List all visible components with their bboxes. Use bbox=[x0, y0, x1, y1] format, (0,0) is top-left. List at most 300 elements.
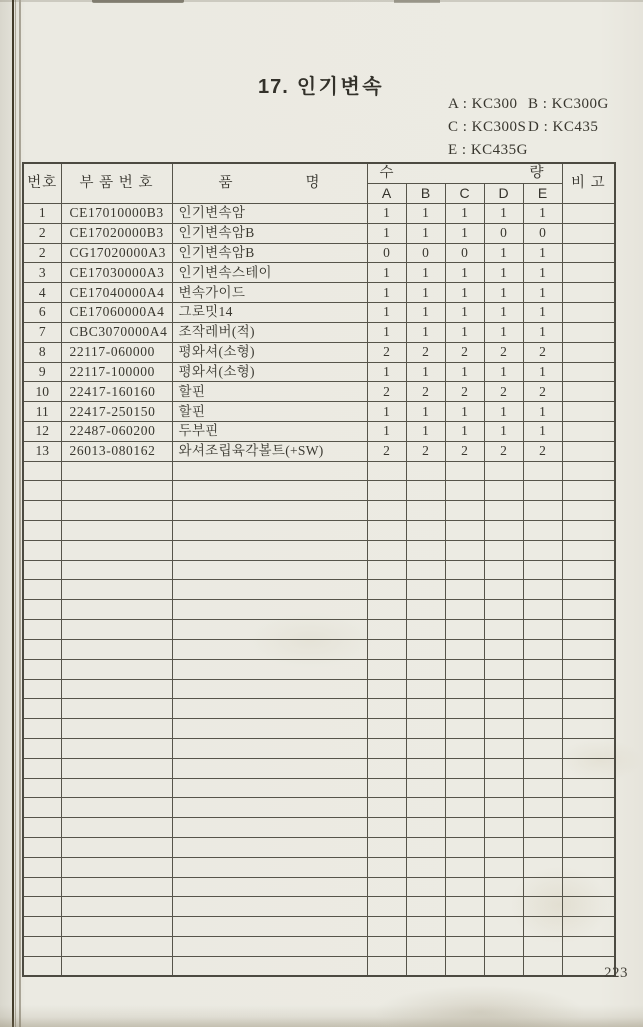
cell-qty-b bbox=[406, 679, 445, 699]
table-row bbox=[23, 243, 615, 263]
cell-qty-e bbox=[523, 580, 562, 600]
scan-smudge bbox=[394, 0, 440, 3]
cell-remarks bbox=[562, 580, 615, 600]
cell-part-number bbox=[61, 877, 172, 897]
cell-qty-e bbox=[523, 738, 562, 758]
cell-qty-d bbox=[484, 857, 523, 877]
cell-qty-a bbox=[367, 679, 406, 699]
cell-part-name bbox=[172, 798, 367, 818]
cell-no bbox=[23, 679, 61, 699]
cell-qty-c: 2 bbox=[445, 382, 484, 402]
cell-qty-c: 1 bbox=[445, 283, 484, 303]
header-qty-right: 량 bbox=[529, 165, 544, 181]
section-title-text: 인기변속 bbox=[296, 76, 385, 98]
cell-part-name bbox=[172, 639, 367, 659]
cell-qty-d bbox=[484, 560, 523, 580]
cell-qty-e bbox=[523, 838, 562, 858]
cell-qty-c: 1 bbox=[445, 402, 484, 422]
cell-part-number bbox=[61, 956, 172, 976]
cell-part-number bbox=[61, 818, 172, 838]
header-qty-b: B bbox=[406, 184, 445, 204]
cell-part-name bbox=[172, 659, 367, 679]
cell-qty-a bbox=[367, 560, 406, 580]
cell-qty-d bbox=[484, 778, 523, 798]
cell-part-name bbox=[172, 778, 367, 798]
cell-no bbox=[23, 758, 61, 778]
cell-part-name: 할핀 bbox=[172, 382, 367, 402]
cell-remarks bbox=[562, 877, 615, 897]
cell-remarks bbox=[562, 937, 615, 957]
cell-remarks bbox=[562, 481, 615, 501]
cell-qty-e: 2 bbox=[523, 382, 562, 402]
cell-qty-d bbox=[484, 719, 523, 739]
cell-qty-a bbox=[367, 937, 406, 957]
cell-no bbox=[23, 956, 61, 976]
cell-no bbox=[23, 560, 61, 580]
cell-qty-c: 2 bbox=[445, 441, 484, 461]
cell-part-name bbox=[172, 521, 367, 541]
cell-no bbox=[23, 600, 61, 620]
cell-qty-b bbox=[406, 699, 445, 719]
cell-part-number bbox=[61, 639, 172, 659]
empty-row bbox=[23, 857, 615, 877]
empty-row bbox=[23, 877, 615, 897]
cell-qty-e bbox=[523, 956, 562, 976]
cell-qty-d: 1 bbox=[484, 322, 523, 342]
cell-qty-e bbox=[523, 620, 562, 640]
cell-qty-a bbox=[367, 719, 406, 739]
cell-qty-a bbox=[367, 897, 406, 917]
cell-part-name: 그로밋14 bbox=[172, 303, 367, 323]
cell-qty-c bbox=[445, 857, 484, 877]
cell-no bbox=[23, 857, 61, 877]
cell-remarks bbox=[562, 719, 615, 739]
cell-part-name: 인기변속암B bbox=[172, 243, 367, 263]
cell-qty-b bbox=[406, 481, 445, 501]
legend-item-e: E : KC435G bbox=[448, 142, 528, 158]
header-qty-a: A bbox=[367, 184, 406, 204]
cell-qty-c bbox=[445, 778, 484, 798]
empty-row bbox=[23, 838, 615, 858]
section-title bbox=[258, 70, 384, 99]
cell-qty-b: 2 bbox=[406, 382, 445, 402]
cell-qty-a: 1 bbox=[367, 402, 406, 422]
table-row bbox=[23, 263, 615, 283]
cell-no bbox=[23, 481, 61, 501]
cell-qty-c bbox=[445, 818, 484, 838]
table-row bbox=[23, 402, 615, 422]
cell-qty-b: 1 bbox=[406, 421, 445, 441]
cell-no: 12 bbox=[23, 421, 61, 441]
cell-remarks bbox=[562, 738, 615, 758]
cell-part-name: 조작레버(적) bbox=[172, 322, 367, 342]
cell-qty-a: 1 bbox=[367, 283, 406, 303]
cell-remarks bbox=[562, 600, 615, 620]
cell-no: 10 bbox=[23, 382, 61, 402]
cell-qty-e: 1 bbox=[523, 283, 562, 303]
cell-qty-d bbox=[484, 521, 523, 541]
cell-part-name bbox=[172, 540, 367, 560]
cell-qty-d: 2 bbox=[484, 441, 523, 461]
cell-qty-d bbox=[484, 956, 523, 976]
cell-qty-e: 1 bbox=[523, 322, 562, 342]
header-name-left: 품 bbox=[218, 175, 234, 191]
cell-qty-b bbox=[406, 600, 445, 620]
cell-no: 2 bbox=[23, 243, 61, 263]
cell-qty-a bbox=[367, 521, 406, 541]
cell-part-number: CG17020000A3 bbox=[61, 243, 172, 263]
cell-part-number: CE17020000B3 bbox=[61, 223, 172, 243]
cell-qty-d bbox=[484, 897, 523, 917]
cell-part-name bbox=[172, 699, 367, 719]
cell-no bbox=[23, 738, 61, 758]
empty-row bbox=[23, 738, 615, 758]
empty-row bbox=[23, 521, 615, 541]
cell-qty-c bbox=[445, 659, 484, 679]
cell-part-name bbox=[172, 560, 367, 580]
header-part-number: 부 품 번 호 bbox=[61, 163, 172, 204]
cell-part-name bbox=[172, 580, 367, 600]
cell-qty-c bbox=[445, 738, 484, 758]
legend-item-a: A : KC300 bbox=[448, 96, 518, 112]
cell-qty-c bbox=[445, 521, 484, 541]
cell-qty-c bbox=[445, 461, 484, 481]
cell-qty-d bbox=[484, 798, 523, 818]
cell-qty-b bbox=[406, 877, 445, 897]
cell-qty-e: 1 bbox=[523, 402, 562, 422]
cell-qty-a: 1 bbox=[367, 204, 406, 224]
cell-no bbox=[23, 818, 61, 838]
cell-part-number bbox=[61, 659, 172, 679]
legend-row bbox=[448, 139, 609, 162]
cell-qty-d bbox=[484, 481, 523, 501]
empty-row bbox=[23, 956, 615, 976]
legend-item-d: D : KC435 bbox=[528, 119, 599, 135]
cell-qty-e bbox=[523, 659, 562, 679]
cell-qty-c bbox=[445, 956, 484, 976]
cell-qty-d bbox=[484, 600, 523, 620]
cell-qty-a: 1 bbox=[367, 223, 406, 243]
cell-qty-b bbox=[406, 738, 445, 758]
cell-part-name bbox=[172, 897, 367, 917]
cell-qty-c bbox=[445, 501, 484, 521]
cell-qty-d: 1 bbox=[484, 204, 523, 224]
cell-remarks bbox=[562, 362, 615, 382]
empty-row bbox=[23, 659, 615, 679]
cell-no bbox=[23, 540, 61, 560]
cell-part-name bbox=[172, 758, 367, 778]
cell-qty-d bbox=[484, 917, 523, 937]
cell-qty-c bbox=[445, 600, 484, 620]
cell-no: 4 bbox=[23, 283, 61, 303]
cell-no bbox=[23, 877, 61, 897]
empty-row bbox=[23, 540, 615, 560]
cell-qty-a bbox=[367, 838, 406, 858]
cell-qty-c bbox=[445, 540, 484, 560]
cell-qty-b bbox=[406, 778, 445, 798]
cell-remarks bbox=[562, 857, 615, 877]
cell-remarks bbox=[562, 659, 615, 679]
cell-part-name: 할핀 bbox=[172, 402, 367, 422]
cell-qty-a: 0 bbox=[367, 243, 406, 263]
cell-qty-c: 1 bbox=[445, 303, 484, 323]
empty-row bbox=[23, 699, 615, 719]
cell-qty-e bbox=[523, 758, 562, 778]
empty-row bbox=[23, 818, 615, 838]
cell-part-number bbox=[61, 719, 172, 739]
cell-qty-e: 2 bbox=[523, 441, 562, 461]
cell-qty-b bbox=[406, 838, 445, 858]
cell-qty-b: 1 bbox=[406, 303, 445, 323]
cell-part-name: 인기변속암 bbox=[172, 204, 367, 224]
cell-qty-a: 1 bbox=[367, 263, 406, 283]
table-row bbox=[23, 382, 615, 402]
cell-remarks bbox=[562, 560, 615, 580]
cell-part-name bbox=[172, 857, 367, 877]
cell-qty-d: 1 bbox=[484, 263, 523, 283]
cell-qty-d: 0 bbox=[484, 223, 523, 243]
cell-qty-b: 1 bbox=[406, 322, 445, 342]
header-no: 번호 bbox=[23, 163, 61, 204]
binding-edge-line bbox=[15, 0, 16, 1027]
cell-part-number bbox=[61, 679, 172, 699]
cell-qty-c bbox=[445, 917, 484, 937]
cell-qty-a bbox=[367, 580, 406, 600]
cell-part-name bbox=[172, 501, 367, 521]
cell-qty-d bbox=[484, 838, 523, 858]
cell-qty-c bbox=[445, 639, 484, 659]
cell-qty-a bbox=[367, 956, 406, 976]
empty-row bbox=[23, 679, 615, 699]
cell-qty-a bbox=[367, 540, 406, 560]
cell-qty-e: 1 bbox=[523, 243, 562, 263]
cell-qty-d: 2 bbox=[484, 342, 523, 362]
cell-qty-a bbox=[367, 600, 406, 620]
cell-part-number bbox=[61, 838, 172, 858]
cell-remarks bbox=[562, 461, 615, 481]
cell-no bbox=[23, 461, 61, 481]
cell-qty-a bbox=[367, 778, 406, 798]
empty-row bbox=[23, 897, 615, 917]
table-row bbox=[23, 421, 615, 441]
header-qty-d: D bbox=[484, 184, 523, 204]
cell-qty-e bbox=[523, 461, 562, 481]
cell-remarks bbox=[562, 540, 615, 560]
header-row-1 bbox=[23, 163, 615, 184]
cell-part-name: 평와셔(소형) bbox=[172, 342, 367, 362]
cell-qty-a bbox=[367, 699, 406, 719]
cell-part-number bbox=[61, 897, 172, 917]
cell-qty-c: 1 bbox=[445, 322, 484, 342]
cell-qty-e bbox=[523, 501, 562, 521]
cell-qty-d bbox=[484, 758, 523, 778]
cell-part-name bbox=[172, 838, 367, 858]
cell-qty-e bbox=[523, 481, 562, 501]
cell-remarks bbox=[562, 382, 615, 402]
table-row bbox=[23, 204, 615, 224]
empty-row bbox=[23, 758, 615, 778]
cell-qty-d bbox=[484, 738, 523, 758]
cell-remarks bbox=[562, 243, 615, 263]
cell-qty-a bbox=[367, 917, 406, 937]
cell-qty-c: 0 bbox=[445, 243, 484, 263]
cell-part-number bbox=[61, 521, 172, 541]
cell-part-number bbox=[61, 620, 172, 640]
cell-part-number bbox=[61, 580, 172, 600]
cell-qty-d bbox=[484, 540, 523, 560]
cell-qty-b: 1 bbox=[406, 204, 445, 224]
cell-remarks bbox=[562, 501, 615, 521]
cell-qty-b: 1 bbox=[406, 402, 445, 422]
cell-qty-d bbox=[484, 639, 523, 659]
cell-qty-b bbox=[406, 461, 445, 481]
cell-no bbox=[23, 521, 61, 541]
header-remarks: 비 고 bbox=[562, 163, 615, 204]
cell-qty-c bbox=[445, 481, 484, 501]
cell-part-number: CE17060000A4 bbox=[61, 303, 172, 323]
cell-no: 3 bbox=[23, 263, 61, 283]
cell-part-name bbox=[172, 956, 367, 976]
cell-qty-c: 1 bbox=[445, 223, 484, 243]
cell-qty-c bbox=[445, 877, 484, 897]
cell-no bbox=[23, 798, 61, 818]
cell-part-name: 인기변속스테이 bbox=[172, 263, 367, 283]
cell-part-number: 22487-060200 bbox=[61, 421, 172, 441]
header-qty-e: E bbox=[523, 184, 562, 204]
empty-row bbox=[23, 580, 615, 600]
binding-edge-line bbox=[19, 0, 21, 1027]
cell-remarks bbox=[562, 798, 615, 818]
cell-part-number: CE17040000A4 bbox=[61, 283, 172, 303]
cell-qty-b bbox=[406, 956, 445, 976]
cell-qty-c bbox=[445, 897, 484, 917]
table-row bbox=[23, 342, 615, 362]
cell-no bbox=[23, 580, 61, 600]
cell-part-number: CBC3070000A4 bbox=[61, 322, 172, 342]
cell-qty-d: 1 bbox=[484, 283, 523, 303]
header-quantity bbox=[367, 163, 562, 184]
cell-part-number bbox=[61, 798, 172, 818]
cell-part-name bbox=[172, 679, 367, 699]
cell-qty-c: 1 bbox=[445, 204, 484, 224]
cell-no: 1 bbox=[23, 204, 61, 224]
cell-part-number: 22417-160160 bbox=[61, 382, 172, 402]
cell-remarks bbox=[562, 818, 615, 838]
section-number: 17. bbox=[258, 76, 289, 98]
cell-qty-d bbox=[484, 937, 523, 957]
cell-qty-e bbox=[523, 917, 562, 937]
cell-qty-e bbox=[523, 897, 562, 917]
cell-qty-b: 1 bbox=[406, 263, 445, 283]
cell-no bbox=[23, 501, 61, 521]
cell-qty-d bbox=[484, 501, 523, 521]
table-row bbox=[23, 283, 615, 303]
cell-qty-a bbox=[367, 758, 406, 778]
empty-row bbox=[23, 620, 615, 640]
cell-qty-e: 0 bbox=[523, 223, 562, 243]
cell-qty-e: 1 bbox=[523, 204, 562, 224]
cell-qty-b bbox=[406, 798, 445, 818]
cell-remarks bbox=[562, 679, 615, 699]
cell-no: 13 bbox=[23, 441, 61, 461]
cell-remarks bbox=[562, 521, 615, 541]
header-qty-left: 수 bbox=[379, 165, 394, 181]
cell-qty-e bbox=[523, 818, 562, 838]
scan-smudge bbox=[92, 0, 184, 3]
cell-remarks bbox=[562, 263, 615, 283]
cell-qty-c: 1 bbox=[445, 263, 484, 283]
empty-row bbox=[23, 778, 615, 798]
cell-qty-d bbox=[484, 580, 523, 600]
cell-part-number bbox=[61, 600, 172, 620]
cell-no: 8 bbox=[23, 342, 61, 362]
cell-qty-d bbox=[484, 818, 523, 838]
cell-remarks bbox=[562, 639, 615, 659]
cell-part-number bbox=[61, 738, 172, 758]
parts-table-body bbox=[23, 204, 615, 977]
cell-qty-e bbox=[523, 937, 562, 957]
cell-remarks bbox=[562, 699, 615, 719]
cell-remarks bbox=[562, 897, 615, 917]
binding-edge-line bbox=[12, 0, 14, 1027]
cell-no bbox=[23, 778, 61, 798]
cell-qty-c bbox=[445, 937, 484, 957]
cell-qty-e bbox=[523, 798, 562, 818]
cell-qty-e bbox=[523, 639, 562, 659]
cell-qty-c: 1 bbox=[445, 421, 484, 441]
cell-no: 7 bbox=[23, 322, 61, 342]
header-name-right: 명 bbox=[305, 175, 321, 191]
cell-remarks bbox=[562, 342, 615, 362]
cell-qty-d bbox=[484, 877, 523, 897]
cell-part-name: 와셔조립육각볼트(+SW) bbox=[172, 441, 367, 461]
cell-part-name bbox=[172, 461, 367, 481]
cell-qty-b bbox=[406, 521, 445, 541]
cell-qty-a bbox=[367, 620, 406, 640]
cell-qty-a bbox=[367, 659, 406, 679]
empty-row bbox=[23, 560, 615, 580]
cell-qty-c bbox=[445, 699, 484, 719]
cell-no: 6 bbox=[23, 303, 61, 323]
empty-row bbox=[23, 600, 615, 620]
cell-remarks bbox=[562, 223, 615, 243]
empty-row bbox=[23, 917, 615, 937]
cell-qty-b: 1 bbox=[406, 223, 445, 243]
cell-no bbox=[23, 719, 61, 739]
cell-part-name bbox=[172, 818, 367, 838]
legend-item-c: C : KC300S bbox=[448, 119, 527, 135]
cell-remarks bbox=[562, 204, 615, 224]
cell-part-number bbox=[61, 501, 172, 521]
cell-part-name bbox=[172, 917, 367, 937]
table-row bbox=[23, 303, 615, 323]
cell-qty-e bbox=[523, 600, 562, 620]
cell-remarks bbox=[562, 402, 615, 422]
empty-row bbox=[23, 798, 615, 818]
cell-qty-b bbox=[406, 857, 445, 877]
cell-qty-a: 1 bbox=[367, 362, 406, 382]
empty-row bbox=[23, 461, 615, 481]
cell-qty-e: 2 bbox=[523, 342, 562, 362]
cell-qty-b: 1 bbox=[406, 362, 445, 382]
cell-no: 9 bbox=[23, 362, 61, 382]
cell-remarks bbox=[562, 778, 615, 798]
cell-part-number: 26013-080162 bbox=[61, 441, 172, 461]
cell-part-number bbox=[61, 481, 172, 501]
cell-no bbox=[23, 639, 61, 659]
cell-part-number bbox=[61, 857, 172, 877]
cell-part-name bbox=[172, 719, 367, 739]
